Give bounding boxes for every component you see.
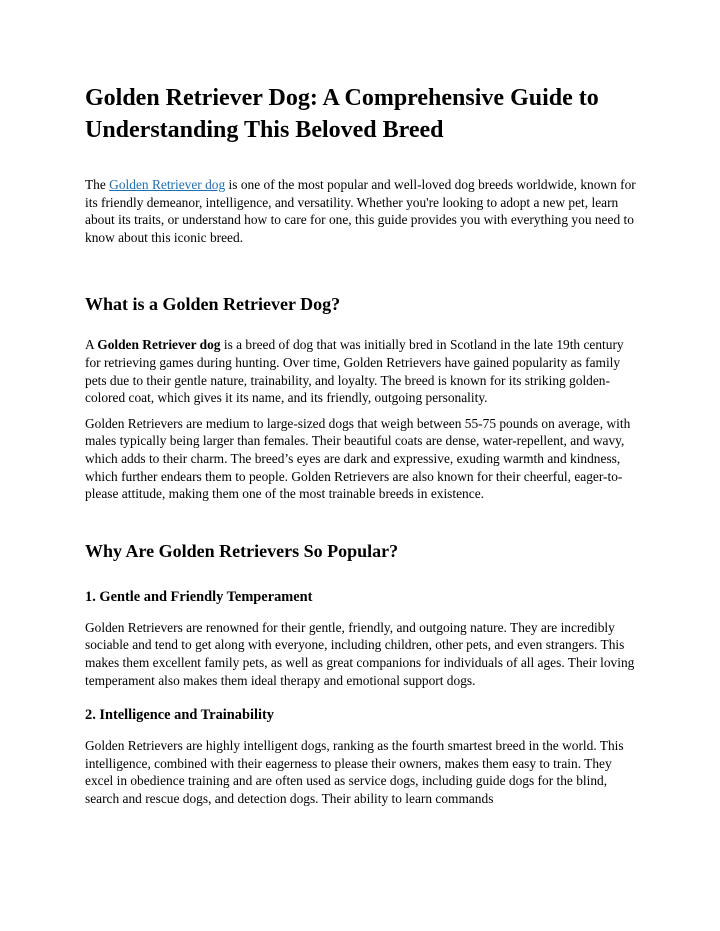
intro-text-before: The [85, 177, 110, 192]
s1p1-after: is a breed of dog that was initially bred in Scotland in the late 19th century for retrieving games during hunting. Over time, Golden Retrievers have gained popularity as family pets due to their gentle nature, trainability, and loyalty. The breed is known for its striking golden-colored coat, which gives it its name, and its friendly, outgoing personality. [85, 337, 624, 406]
intro-text-after: is one of the most popular and well-loved dog breeds worldwide, known for its friendly demeanor, intelligence, and versatility. Whether you're looking to adopt a new pet, learn about its traits, or understand how to care for one, this guide provides you with everything you need to know about this iconic breed. [85, 177, 636, 245]
section1-paragraph-1 [85, 336, 637, 406]
s1p1-bold-term: Golden Retriever dog [97, 337, 221, 353]
subheading-temperament: 1. Gentle and Friendly Temperament [85, 588, 313, 605]
s1p1-before: A [85, 337, 98, 353]
section-heading-why-popular: Why Are Golden Retrievers So Popular? [85, 540, 399, 561]
temperament-paragraph: Golden Retrievers are renowned for their gentle, friendly, and outgoing nature. They are incredibly sociable and tend to get along with everyone, including children, other pets, and even strangers. This makes them excellent family pets, as well as great companions for individuals of all ages. Their loving temperament also makes them ideal therapy and emotional support dogs. [85, 619, 635, 688]
section1-paragraph-2: Golden Retrievers are medium to large-sized dogs that weigh between 55-75 pounds on average, with males typically being larger than females. Their beautiful coats are dense, water-repellent, and wavy, which adds to their charm. The breed’s eyes are dark and expressive, exuding warmth and kindness, which further endears them to people. Golden Retrievers are also known for their cheerful, eager-to-please attitude, making them one of the most trainable breeds in existence. [85, 415, 631, 502]
section-heading-what-is: What is a Golden Retriever Dog? [85, 294, 341, 315]
golden-retriever-link[interactable]: Golden Retriever dog [109, 177, 226, 192]
page-title: Golden Retriever Dog: A Comprehensive Guide to Understanding This Beloved Breed [85, 85, 599, 143]
intelligence-paragraph: Golden Retrievers are highly intelligent dogs, ranking as the fourth smartest breed in the world. This intelligence, combined with their eagerness to please their owners, makes them easy to train. They excel in obedience training and are often used as service dogs, including guide dogs for the blind, search and rescue dogs, and detection dogs. Their ability to learn commands [85, 738, 624, 806]
intro-paragraph [85, 176, 637, 246]
document-page [85, 82, 637, 807]
subheading-intelligence: 2. Intelligence and Trainability [85, 707, 274, 724]
